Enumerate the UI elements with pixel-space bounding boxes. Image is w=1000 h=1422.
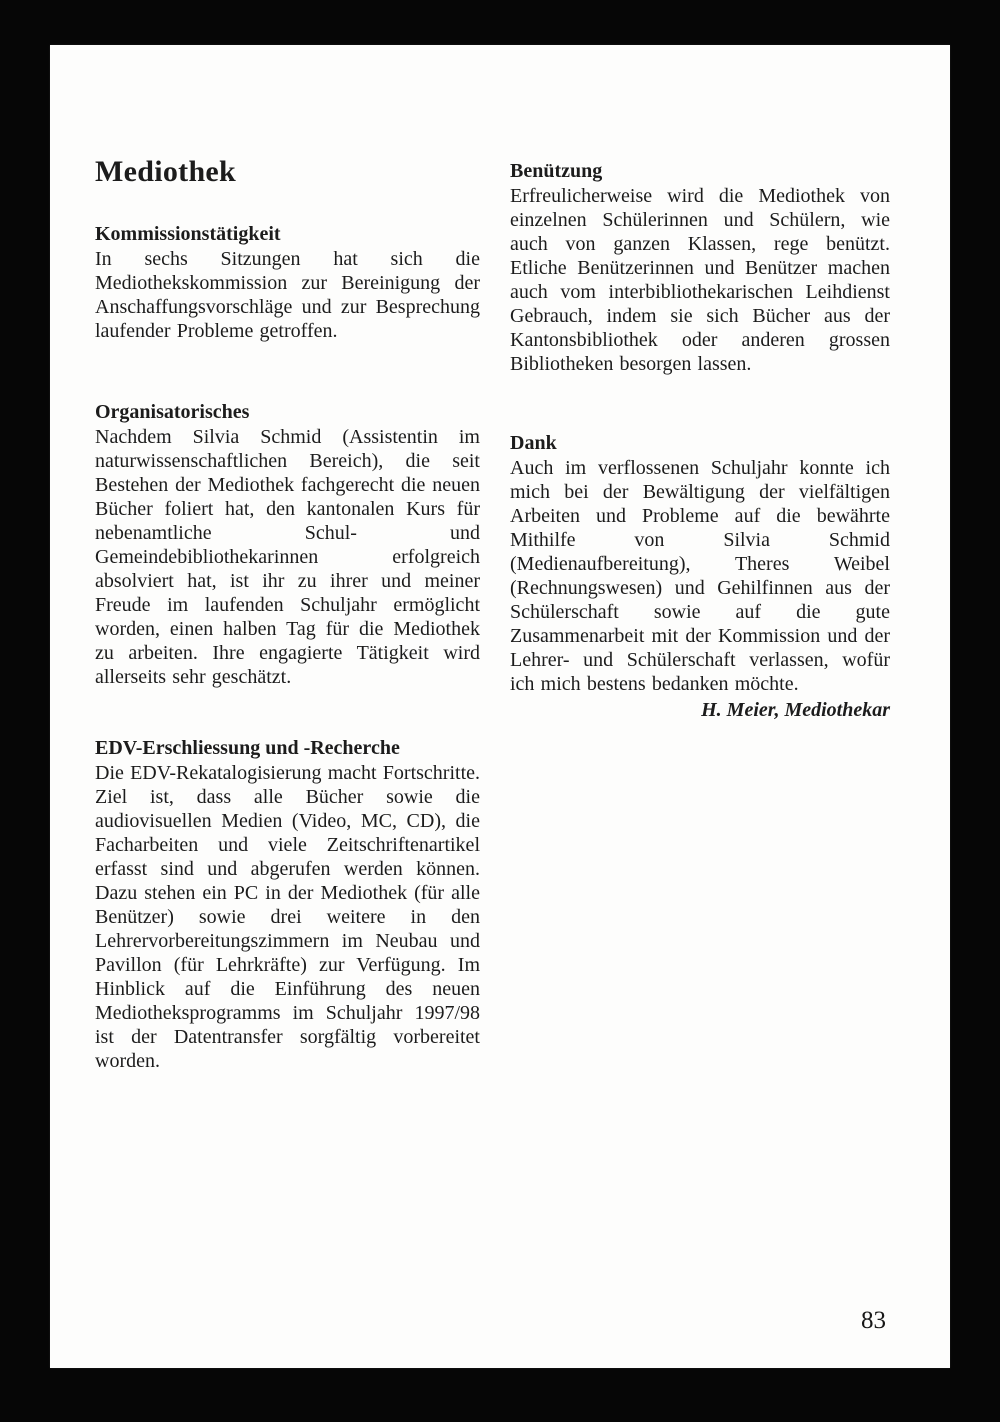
section-body: Auch im verflossenen Schuljahr konnte ich mich bei der Bewältigung der vielfältigen Arbeiten und Probleme auf die bewährte Mithilfe von Silvia Schmid (Medienaufbereitung), Theres Weibel (Rechnungswesen) und Gehilfinnen aus der Schülerschaft sowie auf die gute Zusammenarbeit mit der Kommission und der Lehrer- und Schülerschaft verlassen, wofür ich mich bestens bedanken möchte. xyxy=(510,457,890,695)
paper-page xyxy=(50,45,950,1368)
page-title: Mediothek xyxy=(95,155,237,188)
section-dank xyxy=(510,430,890,722)
left-column xyxy=(95,155,480,1073)
section-body: Nachdem Silvia Schmid (Assistentin im naturwissenschaftlichen Bereich), die seit Bestehen der Mediothek fachgerecht die neuen Bücher foliert hat, den kantonalen Kurs für nebenamtliche Schul- und Gemeindebibliothekarinnen erfolgreich absolviert hat, ist ihr zu ihrer und meiner Freude im laufenden Schuljahr ermöglicht worden, einen halben Tag für die Mediothek zu arbeiten. Ihre engagierte Tätigkeit wird allerseits sehr geschätzt. xyxy=(95,426,480,688)
section-heading: Organisatorisches xyxy=(95,401,250,423)
page-number: 83 xyxy=(861,1307,886,1334)
section-heading: Kommissionstätigkeit xyxy=(95,223,281,245)
section-edv-erschliessung xyxy=(95,735,480,1073)
section-heading: EDV-Erschliessung und -Recherche xyxy=(95,737,400,759)
section-kommissionstaetigkeit xyxy=(95,221,480,343)
section-benuetzung xyxy=(510,158,890,376)
section-heading: Dank xyxy=(510,432,557,454)
section-body: Erfreulicherweise wird die Mediothek von einzelnen Schülerinnen und Schülern, wie auch von ganzen Klassen, rege benützt. Etliche Benützerinnen und Benützer machen auch vom interbibliothekarischen Leihdienst Gebrauch, indem sie sich Bücher aus der Kantonsbibliothek oder anderen grossen Bibliotheken besorgen lassen. xyxy=(510,185,890,375)
author-signature: H. Meier, Mediothekar xyxy=(701,699,890,721)
section-heading: Benützung xyxy=(510,160,603,182)
section-body: Die EDV-Rekatalogisierung macht Fortschritte. Ziel ist, dass alle Bücher sowie die audiovisuellen Medien (Video, MC, CD), die Facharbeiten und viele Zeitschriftenartikel erfasst sind und abgerufen werden können. Dazu stehen ein PC in der Mediothek (für alle Benützer) sowie drei weitere in den Lehrervorbereitungszimmern im Neubau und Pavillon (für Lehrkräfte) zur Verfügung. Im Hinblick auf die Einführung des neuen Mediotheksprogramms im Schuljahr 1997/98 ist der Datentransfer sorgfältig vorbereitet worden. xyxy=(95,762,480,1072)
right-column xyxy=(510,158,890,722)
section-organisatorisches xyxy=(95,399,480,689)
section-body: In sechs Sitzungen hat sich die Mediothekskommission zur Bereinigung der Anschaffungsvorschläge und zur Besprechung laufender Probleme getroffen. xyxy=(95,248,480,342)
